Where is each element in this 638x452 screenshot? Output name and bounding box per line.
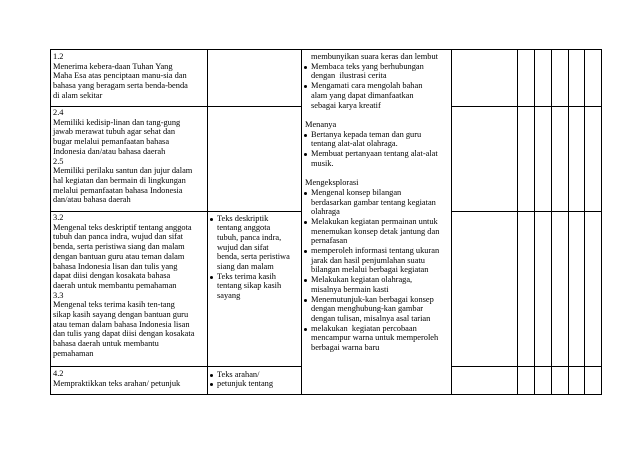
activity-text-line: jarak dan hasil penjumlahan suatu — [311, 255, 425, 265]
assessment-cell — [584, 211, 602, 367]
bullet-icon — [210, 218, 213, 221]
bullet-icon — [304, 250, 307, 253]
activity-text-line: alam yang dapat dimanfaatkan — [311, 90, 414, 100]
activity-text-line: melakukan kegiatan percobaan — [311, 323, 417, 333]
kd-text-line: bahasa daerah untuk membantu — [53, 339, 159, 349]
activity-text-line: dengan ilustrasi cerita — [311, 71, 387, 81]
materi-text-line: tubuh, panca indra, — [217, 232, 282, 242]
assessment-cell — [451, 211, 518, 367]
activity-text-line: menemukan konsep detak jantung dan — [311, 226, 440, 236]
materi-text-line: Teks arahan/ — [217, 369, 260, 379]
activity-text-line: Membaca teks yang berhubungan — [311, 61, 424, 71]
kd-text-line: pemahaman — [53, 348, 94, 358]
assessment-cell — [551, 211, 569, 367]
assessment-cell — [517, 49, 535, 107]
activity-text-line: membunyikan suara keras dan lembut — [311, 52, 438, 61]
assessment-cell — [584, 106, 602, 212]
activity-text-line: sebagai karya kreatif — [311, 100, 381, 110]
activity-text-line: musik. — [311, 158, 334, 168]
assessment-cell — [534, 211, 552, 367]
activity-text-line: pernafasan — [311, 236, 348, 246]
materi-text-line: Teks deskriptik — [217, 213, 269, 223]
kd-text-line: dan/atau bahasa daerah — [53, 195, 131, 205]
materi-text-line: petunjuk tentang — [217, 379, 274, 389]
kd-text-line: melalui pemanfaatan bahasa Indonesia — [53, 185, 183, 195]
materi-text-line: Teks terima kasih — [217, 271, 276, 281]
kd-text-line: 2.5 — [53, 156, 64, 166]
kd-text-line: bahasa yang beragam serta benda-benda — [53, 81, 188, 91]
bullet-icon — [304, 299, 307, 302]
kd-text-line: hal kegiatan dan bermain di lingkungan — [53, 175, 186, 185]
assessment-cell — [568, 366, 585, 395]
kd-text-line: di alam sekitar — [53, 90, 103, 100]
activity-text-line: mencampur warna untuk memperoleh — [311, 333, 439, 343]
materi-cell — [207, 49, 302, 107]
activity-text-line: Mengenal konsep bilangan — [311, 187, 402, 197]
assessment-cell — [568, 49, 585, 107]
kd-text-line: 3.2 — [53, 213, 64, 222]
activity-text-line: bilangan melalui berbagai kegiatan — [311, 265, 429, 275]
kd-text-line: Mengenal teks terima kasih ten-tang — [53, 300, 175, 310]
assessment-cell — [534, 49, 552, 107]
activity-text-line: misalnya bermain kasti — [311, 284, 389, 294]
bullet-icon — [304, 192, 307, 195]
bullet-icon — [304, 66, 307, 69]
kd-text-line: Mempraktikkan teks arahan/ petunjuk — [53, 378, 181, 388]
activity-text-line: dengan tulisan, misalnya asal tarian — [311, 313, 431, 323]
activity-text-line: Melakukan kegiatan olahraga, — [311, 275, 413, 285]
activity-text-line: tentang alat-alat olahraga. — [311, 139, 398, 149]
kd-text-line: Mengenal teks deskriptif tentang anggota — [53, 222, 192, 232]
activity-text-line: memperoleh informasi tentang ukuran — [311, 246, 440, 255]
activity-text-line: Melakukan kegiatan permainan untuk — [311, 216, 438, 226]
kd-text-line: 2.4 — [53, 108, 64, 117]
kd-text-line: 1.2 — [53, 52, 64, 61]
activity-text-line: Membuat pertanyaan tentang alat-alat — [311, 149, 438, 158]
assessment-cell — [551, 106, 569, 212]
kd-text-line: bugar melalui pemanfaatan bahasa — [53, 137, 170, 147]
materi-cell — [207, 106, 302, 212]
kd-text-line: tubuh dan panca indra, wujud dan sifat — [53, 232, 184, 242]
kd-text-line: benda, serta peristiwa siang dan malam — [53, 242, 185, 252]
materi-text-line: tentang sikap kasih — [217, 281, 282, 291]
materi-text-line: tentang anggota — [217, 223, 271, 233]
assessment-cell — [451, 366, 518, 395]
assessment-cell — [584, 49, 602, 107]
activity-text-line: Bertanya kepada teman dan guru — [311, 129, 422, 139]
assessment-cell — [517, 106, 535, 212]
bullet-icon — [304, 134, 307, 137]
kd-text-line: Maha Esa atas penciptaan manu-sia dan — [53, 71, 187, 81]
kd-text-line: bahasa Indonesia lisan dan tulis yang — [53, 261, 178, 271]
assessment-cell — [451, 106, 518, 212]
activity-text-line: Menemutunjuk-kan berbagai konsep — [311, 294, 434, 304]
kd-text-line: jawab merawat tubuh agar sehat dan — [53, 127, 176, 137]
assessment-cell — [551, 49, 569, 107]
bullet-icon — [304, 221, 307, 224]
kd-text-line: atau teman dalam bahasa Indonesia lisan — [53, 319, 190, 329]
kd-text-line: dan tulis yang dapat diisi dengan kosakata — [53, 329, 195, 339]
assessment-cell — [551, 366, 569, 395]
assessment-cell — [534, 366, 552, 395]
activity-text-line: berdasarkan gambar tentang kegiatan — [311, 197, 436, 207]
activity-text-line: dengan menghubung-kan gambar — [311, 304, 424, 314]
assessment-cell — [534, 106, 552, 212]
assessment-cell — [584, 366, 602, 395]
materi-text-line: wujud dan sifat — [217, 242, 269, 252]
assessment-cell — [517, 366, 535, 395]
kd-text-line: 3.3 — [53, 290, 64, 300]
kd-text-line: Memiliki kedisip-linan dan tang-gung — [53, 117, 181, 127]
kd-text-line: 4.2 — [53, 369, 64, 378]
bullet-icon — [304, 153, 307, 156]
bullet-icon — [210, 374, 213, 377]
kd-text-line: Indonesia dan/atau bahasa daerah — [53, 146, 166, 156]
assessment-cell — [517, 211, 535, 367]
kd-text-line: Menerima kebera-daan Tuhan Yang — [53, 61, 173, 71]
materi-text-line: benda, serta peristiwa — [217, 252, 290, 262]
section-heading-mengeksplorasi: Mengeksplorasi — [305, 178, 359, 188]
materi-text-line: siang dan malam — [217, 262, 274, 271]
kd-text-line: dengan bantuan guru atau teman dalam — [53, 251, 185, 261]
assessment-cell — [451, 49, 518, 107]
materi-text-line: sayang — [217, 291, 241, 301]
activity-text-line: olahraga — [311, 207, 340, 217]
kd-text-line: sikap kasih sayang dengan bantuan guru — [53, 310, 189, 319]
kd-text-line: dapat diisi dengan kosakata bahasa — [53, 271, 171, 281]
bullet-icon — [304, 328, 307, 331]
kd-text-line: daerah untuk membantu pemahaman — [53, 280, 177, 290]
bullet-icon — [210, 276, 213, 279]
section-heading-menanya: Menanya — [305, 119, 337, 129]
kd-text-line: Memiliki perilaku santun dan jujur dalam — [53, 166, 193, 176]
activity-text-line: berbagai warna baru — [311, 343, 380, 352]
assessment-cell — [568, 106, 585, 212]
activity-text-line: Mengamati cara mengolah bahan — [311, 81, 423, 91]
assessment-cell — [568, 211, 585, 367]
